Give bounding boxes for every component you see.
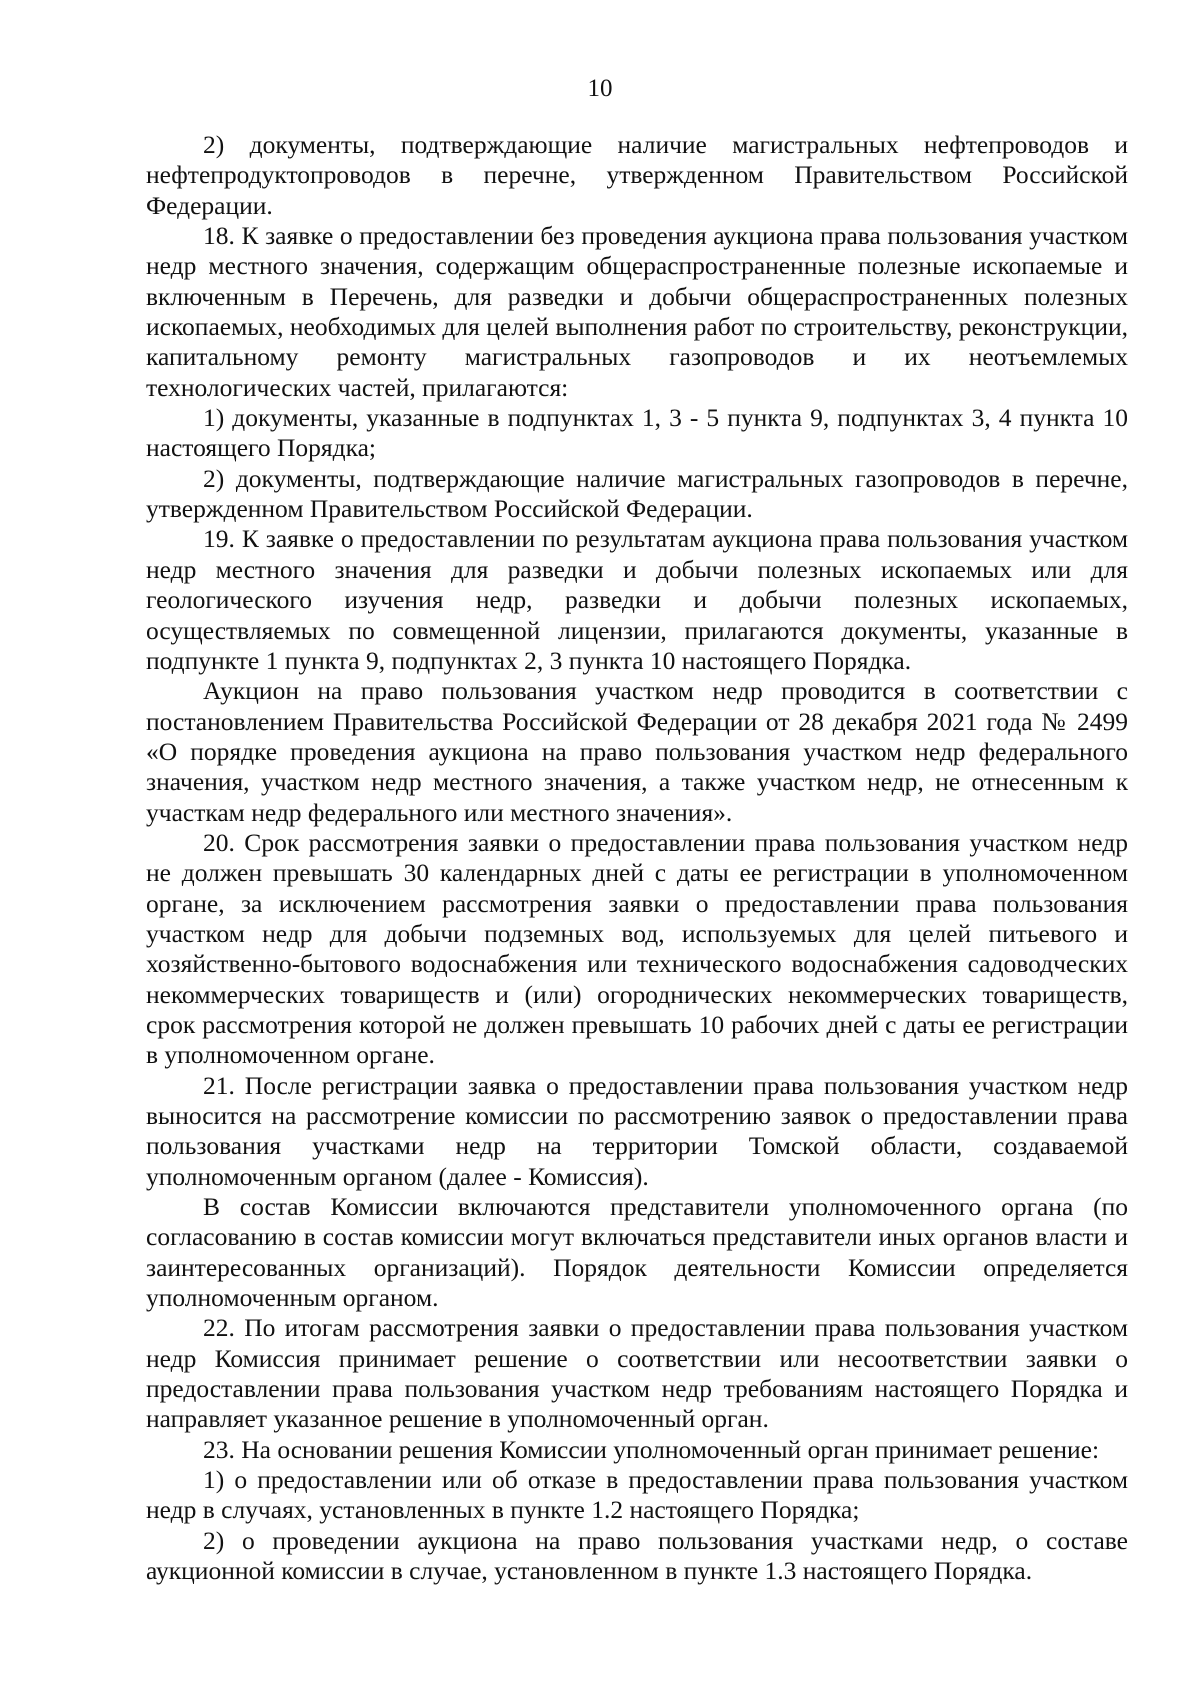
- paragraph-22: 22. По итогам рассмотрения заявки о предоставлении права пользования участком недр Комиссия принимает решение о соответствии или несоответствии заявки о предоставлении права пользования участком недр требованиям настоящего Порядка и направляет указанное решение в уполномоченный орган.: [146, 1313, 1128, 1434]
- paragraph-23-item-1: 1) о предоставлении или об отказе в предоставлении права пользования участком недр в случаях, установленных в пункте 1.2 настоящего Порядка;: [146, 1465, 1128, 1525]
- page-number: 10: [587, 75, 613, 102]
- document-body: [146, 130, 1128, 1587]
- paragraph-19-auction: Аукцион на право пользования участком недр проводится в соответствии с постановлением Правительства Российской Федерации от 28 декабря 2021 года № 2499 «О порядке проведения аукциона на право пользования участком недр федерального значения, участком недр местного значения, а также участком недр, не отнесенным к участкам недр федерального или местного значения».: [146, 676, 1128, 827]
- paragraph-18-item-2: 2) документы, подтверждающие наличие магистральных газопроводов в перечне, утвержденном Правительством Российской Федерации.: [146, 463, 1128, 524]
- paragraph-21-commission: В состав Комиссии включаются представители уполномоченного органа (по согласованию в состав комиссии могут включаться представители иных органов власти и заинтересованных организаций). Порядок деятельности Комиссии определяется уполномоченным органом.: [146, 1192, 1128, 1313]
- paragraph-18: 18. К заявке о предоставлении без проведения аукциона права пользования участком недр местного значения, содержащим общераспространенные полезные ископаемые и включенным в Перечень, для разведки и добычи общераспространенных полезных ископаемых, необходимых для целей выполнения работ по строительству, реконструкции, капитальному ремонту магистральных газопроводов и их неотъемлемых технологических частей, прилагаются:: [146, 221, 1128, 402]
- paragraph-20: 20. Срок рассмотрения заявки о предоставлении права пользования участком недр не должен превышать 30 календарных дней с даты ее регистрации в уполномоченном органе, за исключением рассмотрения заявки о предоставлении права пользования участком недр для добычи подземных вод, используемых для целей питьевого и хозяйственно-бытового водоснабжения или технического водоснабжения садоводческих некоммерческих товариществ и (или) огороднических некоммерческих товариществ, срок рассмотрения которой не должен превышать 10 рабочих дней с даты ее регистрации в уполномоченном органе.: [146, 827, 1128, 1070]
- paragraph-21: 21. После регистрации заявка о предоставлении права пользования участком недр выносится на рассмотрение комиссии по рассмотрению заявок о предоставлении права пользования участками недр на территории Томской области, создаваемой уполномоченным органом (далее - Комиссия).: [146, 1070, 1128, 1191]
- paragraph-17-item-2: 2) документы, подтверждающие наличие магистральных нефтепроводов и нефтепродуктопроводов в перечне, утвержденном Правительством Российской Федерации.: [146, 130, 1128, 220]
- paragraph-23-item-2: 2) о проведении аукциона на право пользования участками недр, о составе аукционной комиссии в случае, установленном в пункте 1.3 настоящего Порядка.: [146, 1525, 1128, 1586]
- paragraph-19: 19. К заявке о предоставлении по результатам аукциона права пользования участком недр местного значения для разведки и добычи полезных ископаемых или для геологического изучения недр, разведки и добычи полезных ископаемых, осуществляемых по совмещенной лицензии, прилагаются документы, указанные в подпункте 1 пункта 9, подпунктах 2, 3 пункта 10 настоящего Порядка.: [146, 524, 1128, 675]
- paragraph-23: 23. На основании решения Комиссии уполномоченный орган принимает решение:: [203, 1434, 1100, 1464]
- paragraph-18-item-1: 1) документы, указанные в подпунктах 1, 3 - 5 пункта 9, подпунктах 3, 4 пункта 10 настоящего Порядка;: [146, 403, 1128, 463]
